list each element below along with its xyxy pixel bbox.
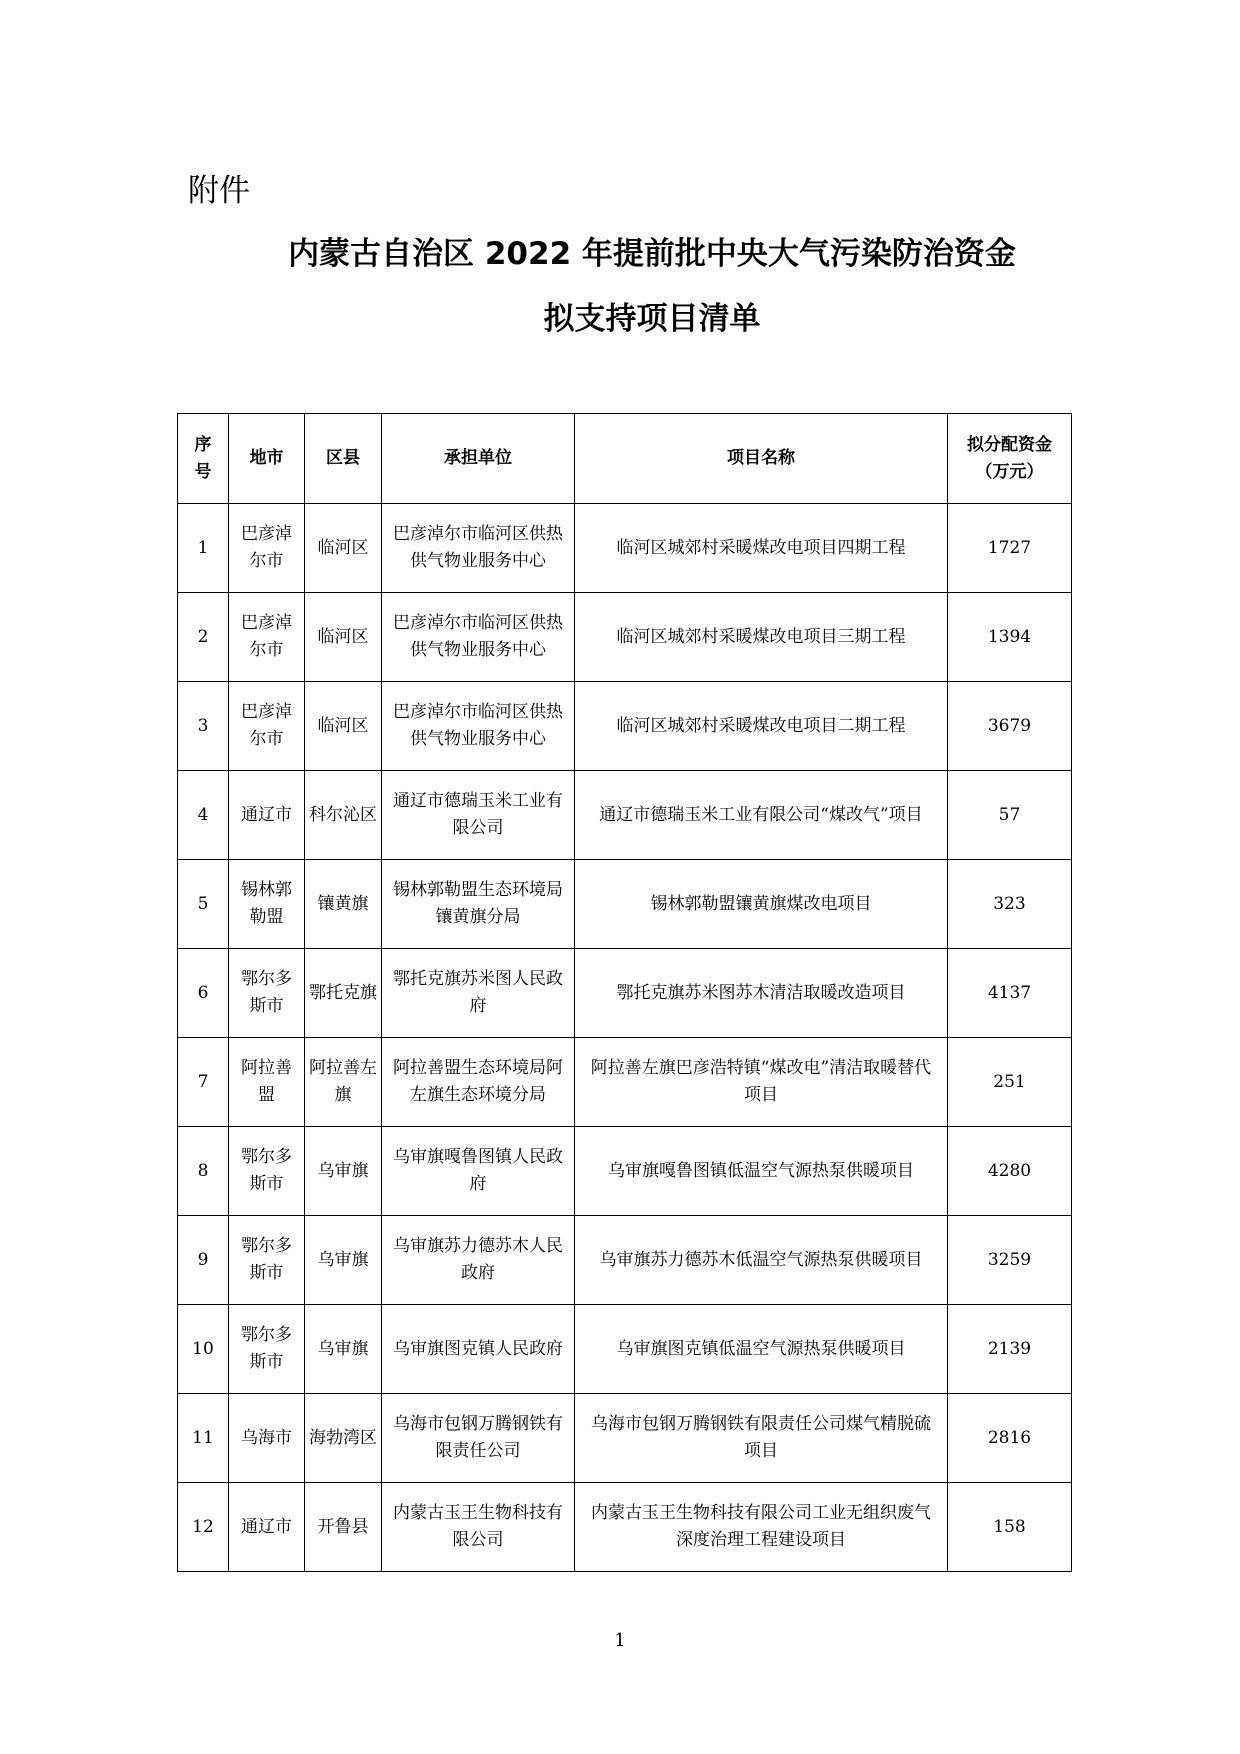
city-cell: 鄂尔多斯市 [229,1305,305,1394]
header-unit: 承担单位 [382,414,575,504]
project-list-table [177,413,1072,1572]
unit-cell: 阿拉善盟生态环境局阿左旗生态环境分局 [382,1038,575,1127]
project-name-cell: 临河区城郊村采暖煤改电项目四期工程 [575,504,948,593]
city-cell: 鄂尔多斯市 [229,1216,305,1305]
county-cell: 临河区 [305,504,382,593]
page-number: 1 [614,1630,626,1651]
attachment-label: 附件 [188,173,250,209]
row-number: 5 [178,860,229,949]
table-row [178,1216,1072,1305]
project-name-cell: 阿拉善左旗巴彦浩特镇“煤改电”清洁取暖替代项目 [575,1038,948,1127]
unit-cell: 乌审旗图克镇人民政府 [382,1305,575,1394]
document-title-line1: 内蒙古自治区 2022 年提前批中央大气污染防治资金 [288,236,1016,272]
row-number: 3 [178,682,229,771]
table-row [178,1483,1072,1572]
funds-cell: 1727 [948,504,1072,593]
county-cell: 开鲁县 [305,1483,382,1572]
document-title-line2: 拟支持项目清单 [543,301,761,337]
row-number: 4 [178,771,229,860]
unit-cell: 乌审旗嘎鲁图镇人民政府 [382,1127,575,1216]
city-cell: 通辽市 [229,1483,305,1572]
project-name-cell: 乌海市包钢万腾钢铁有限责任公司煤气精脱硫项目 [575,1394,948,1483]
header-funds: 拟分配资金（万元） [948,414,1072,504]
header-city: 地市 [229,414,305,504]
unit-cell: 内蒙古玉王生物科技有限公司 [382,1483,575,1572]
row-number: 12 [178,1483,229,1572]
header-county: 区县 [305,414,382,504]
table-row [178,682,1072,771]
row-number: 11 [178,1394,229,1483]
funds-cell: 251 [948,1038,1072,1127]
project-name-cell: 通辽市德瑞玉米工业有限公司“煤改气”项目 [575,771,948,860]
city-cell: 巴彦淖尔市 [229,593,305,682]
funds-cell: 4280 [948,1127,1072,1216]
funds-cell: 1394 [948,593,1072,682]
city-cell: 阿拉善盟 [229,1038,305,1127]
funds-cell: 2816 [948,1394,1072,1483]
row-number: 8 [178,1127,229,1216]
project-name-cell: 内蒙古玉王生物科技有限公司工业无组织废气深度治理工程建设项目 [575,1483,948,1572]
funds-cell: 323 [948,860,1072,949]
table-header-row [178,414,1072,504]
county-cell: 鄂托克旗 [305,949,382,1038]
city-cell: 通辽市 [229,771,305,860]
county-cell: 阿拉善左旗 [305,1038,382,1127]
table-row [178,1394,1072,1483]
city-cell: 巴彦淖尔市 [229,682,305,771]
county-cell: 乌审旗 [305,1216,382,1305]
county-cell: 海勃湾区 [305,1394,382,1483]
table-row [178,1305,1072,1394]
project-name-cell: 锡林郭勒盟镶黄旗煤改电项目 [575,860,948,949]
project-name-cell: 临河区城郊村采暖煤改电项目二期工程 [575,682,948,771]
funds-cell: 4137 [948,949,1072,1038]
unit-cell: 巴彦淖尔市临河区供热供气物业服务中心 [382,593,575,682]
table-row [178,860,1072,949]
table-row [178,1038,1072,1127]
project-name-cell: 乌审旗苏力德苏木低温空气源热泵供暖项目 [575,1216,948,1305]
unit-cell: 通辽市德瑞玉米工业有限公司 [382,771,575,860]
header-project: 项目名称 [575,414,948,504]
table-row [178,504,1072,593]
unit-cell: 鄂托克旗苏米图人民政府 [382,949,575,1038]
unit-cell: 巴彦淖尔市临河区供热供气物业服务中心 [382,682,575,771]
funds-cell: 57 [948,771,1072,860]
table-row [178,949,1072,1038]
project-name-cell: 乌审旗嘎鲁图镇低温空气源热泵供暖项目 [575,1127,948,1216]
county-cell: 乌审旗 [305,1127,382,1216]
row-number: 10 [178,1305,229,1394]
county-cell: 科尔沁区 [305,771,382,860]
project-name-cell: 临河区城郊村采暖煤改电项目三期工程 [575,593,948,682]
table-row [178,593,1072,682]
city-cell: 乌海市 [229,1394,305,1483]
row-number: 6 [178,949,229,1038]
row-number: 1 [178,504,229,593]
project-name-cell: 鄂托克旗苏米图苏木清洁取暖改造项目 [575,949,948,1038]
project-name-cell: 乌审旗图克镇低温空气源热泵供暖项目 [575,1305,948,1394]
county-cell: 临河区 [305,593,382,682]
unit-cell: 锡林郭勒盟生态环境局镶黄旗分局 [382,860,575,949]
funds-cell: 158 [948,1483,1072,1572]
table-row [178,1127,1072,1216]
county-cell: 镶黄旗 [305,860,382,949]
county-cell: 乌审旗 [305,1305,382,1394]
unit-cell: 巴彦淖尔市临河区供热供气物业服务中心 [382,504,575,593]
county-cell: 临河区 [305,682,382,771]
funds-cell: 2139 [948,1305,1072,1394]
city-cell: 鄂尔多斯市 [229,949,305,1038]
unit-cell: 乌海市包钢万腾钢铁有限责任公司 [382,1394,575,1483]
city-cell: 鄂尔多斯市 [229,1127,305,1216]
table-row [178,771,1072,860]
funds-cell: 3259 [948,1216,1072,1305]
funds-cell: 3679 [948,682,1072,771]
unit-cell: 乌审旗苏力德苏木人民政府 [382,1216,575,1305]
city-cell: 巴彦淖尔市 [229,504,305,593]
row-number: 7 [178,1038,229,1127]
row-number: 9 [178,1216,229,1305]
header-no: 序号 [178,414,229,504]
row-number: 2 [178,593,229,682]
city-cell: 锡林郭勒盟 [229,860,305,949]
